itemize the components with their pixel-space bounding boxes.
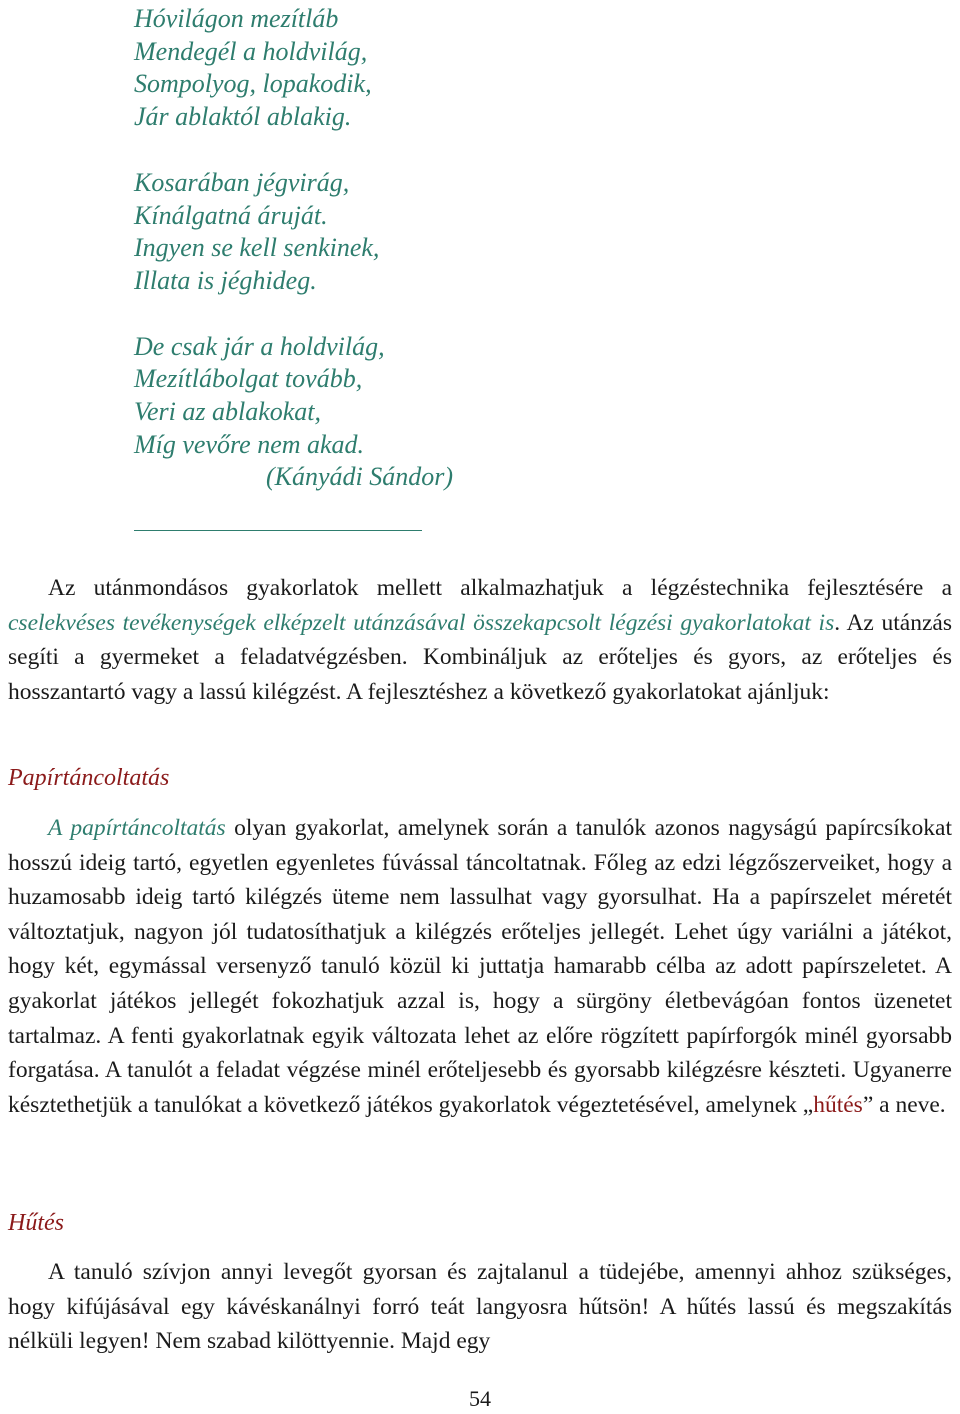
stanza-gap	[134, 134, 453, 167]
poem-line: Hóvilágon mezítláb	[134, 4, 339, 33]
section1-paragraph-block	[8, 811, 952, 1122]
poem	[134, 3, 453, 494]
poem-line: Illata is jéghideg.	[134, 265, 317, 295]
poem-line: Mendegél a holdvilág,	[134, 36, 368, 66]
close-quote: ”	[862, 1091, 874, 1118]
section1-text: olyan gyakorlat, amelynek során a tanulók azonos nagyságú papírcsíkokat hosszú ideig tartó, egyetlen egyenletes fúvással táncoltatnak. Főleg az edzi légzőszerveiket, hogy a huzamosabb ideig tartó kilégzés üteme nem lassulhat vagy gyorsulhat. Ha a papírszelet méretét változtatjuk, nagyon jól tudatosíthatjuk a kilégzés erőteljes jellegét. Lehet úgy variálni a játékot, hogy két, egymással versenyző tanuló közül ki juttatja hamarabb célba az adott papírszeletet. A gyakorlat játékos jellegét fokozhatjuk azzal is, hogy a sürgöny életbevágóan fontos üzenetet tartalmaz. A fenti gyakorlatnak egyik változata lehet az előre rögzített papírforgók minél gyorsabb forgatása. A tanulót a feladat végzése minél erőteljesebb és gyorsabb kilégzésre készteti. Ugyanerre késztethetjük a tanulókat a következő játékos gyakorlatok végeztetésével, amelynek	[8, 815, 952, 1118]
intro-text: . Az utánzás segíti a gyermeket a feladatvégzésben. Kombináljuk az erőteljes és gyors, az erőteljes és hosszantartó vagy a lassú kilégzést. A fejlesztéshez a következő gyakorlatokat ajánljuk:	[8, 609, 952, 705]
poem-line: Míg vevőre nem akad.	[134, 429, 365, 459]
poem-line: Ingyen se kell senkinek,	[134, 233, 380, 263]
poem-line: Jár ablaktól ablakig.	[134, 102, 352, 132]
stanza-gap	[134, 298, 453, 331]
poem-line: Kínálgatná áruját.	[134, 200, 328, 230]
section1-text-end: a neve.	[873, 1091, 946, 1118]
poem-line: Veri az ablakokat,	[134, 397, 322, 427]
poem-line: Kosarában jégvirág,	[134, 167, 350, 197]
section1-paragraph	[8, 811, 952, 1122]
intro-highlight: cselekvéses tevékenységek elképzelt utánzásával összekapcsolt légzési gyakorlatokat is	[8, 609, 835, 636]
poem-author: (Kányádi Sándor)	[266, 462, 454, 492]
intro-text: Az utánmondásos gyakorlatok mellett alkalmazhatjuk a légzéstechnika fejlesztésére a	[48, 575, 952, 601]
poem-line: De csak jár a holdvilág,	[134, 331, 385, 361]
section2-paragraph-block	[8, 1255, 952, 1359]
page-number: 54	[469, 1386, 491, 1411]
section1-lead: A papírtáncoltatás	[48, 815, 226, 841]
section-divider	[134, 530, 422, 531]
poem-line: Sompolyog, lopakodik,	[134, 69, 372, 99]
section2-paragraph: A tanuló szívjon annyi levegőt gyorsan és zajtalanul a tüdejébe, amennyi ahhoz szükséges, hogy kifújásával egy kávéskanálnyi forró teát langyosra hűtsön! A hűtés lassú és megszakítás nélküli legyen! Nem szabad kilöttyennie. Majd egy	[8, 1259, 952, 1355]
quoted-term: hűtés	[813, 1091, 863, 1118]
open-quote: „	[802, 1091, 814, 1118]
intro-paragraph	[8, 571, 952, 709]
intro-paragraph-block	[8, 571, 952, 709]
section-heading-hutes: Hűtés	[8, 1210, 64, 1236]
poem-line: Mezítlábolgat tovább,	[134, 364, 363, 394]
section-heading-papirtancoltatas: Papírtáncoltatás	[8, 765, 170, 791]
